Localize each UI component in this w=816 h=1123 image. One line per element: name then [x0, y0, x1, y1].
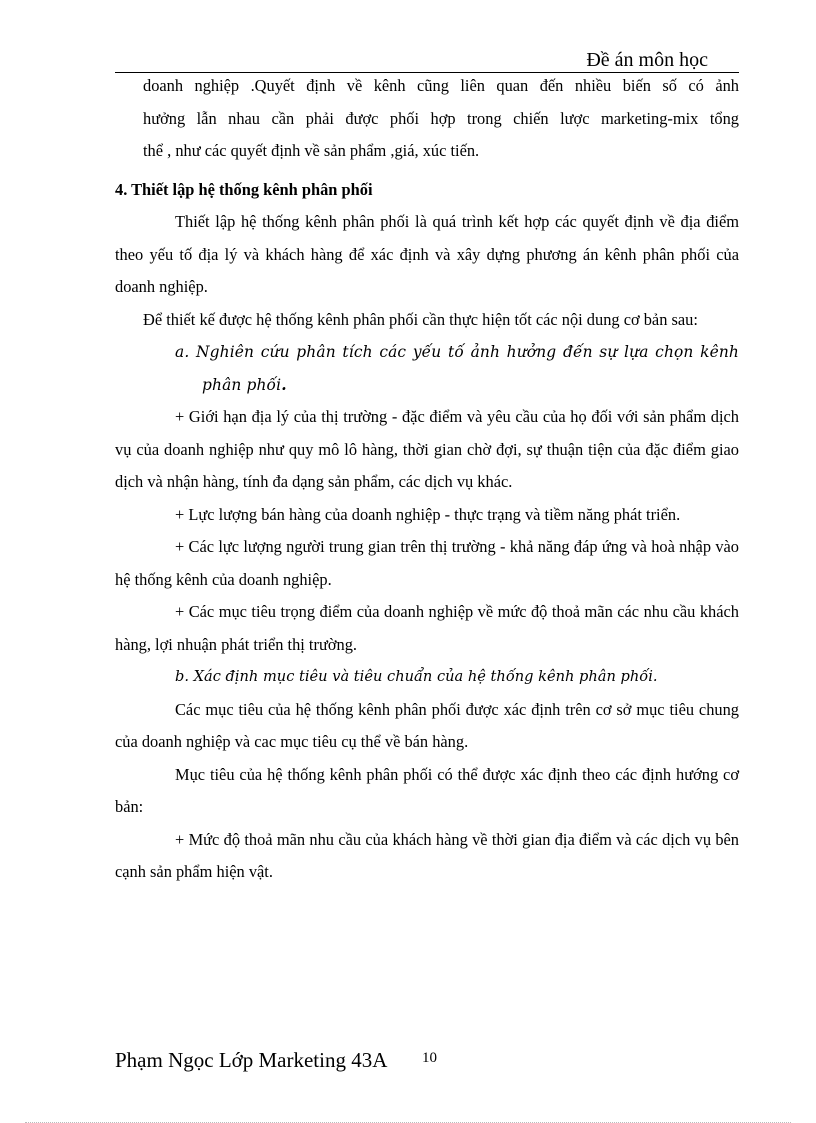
subsection-a-heading: a. Nghiên cứu phân tích các yếu tố ảnh hưởng đến sự lựa chọn kênh [175, 343, 739, 361]
body-paragraph: + Các mục tiêu trọng điểm của doanh nghiệp về mức độ thoả mãn các nhu cầu khách hàng, lợi nhuận phát triển thị trường. [115, 602, 739, 654]
body-paragraph: Mục tiêu của hệ thống kênh phân phối có thể được xác định theo các định hướng cơ bản: [115, 764, 739, 816]
paragraph-line: hưởng lẫn nhau cần phải được phối hợp trong chiến lược marketing-mix tổng [143, 108, 739, 128]
paragraph-line: thể , như các quyết định về sản phẩm ,giá, xúc tiến. [143, 141, 480, 160]
paragraph-line: doanh nghiệp .Quyết định về kênh cũng liên quan đến nhiều biến số có ảnh [143, 76, 739, 95]
document-header-title: Đề án môn học [586, 49, 708, 71]
body-paragraph: + Các lực lượng người trung gian trên thị trường - khả năng đáp ứng và hoà nhập vào hệ thống kênh của doanh nghiệp. [115, 537, 739, 589]
subsection-a-text: phân phối [202, 375, 282, 394]
subsection-a-heading-cont [115, 369, 739, 402]
body-paragraph: + Giới hạn địa lý của thị trường - đặc điểm và yêu cầu của họ đối với sản phẩm dịch vụ của doanh nghiệp như quy mô lô hàng, thời gian chờ đợi, sự thuận tiện của đặc điểm giao dịch và nhận hàng, tính đa dạng sản phẩm, các dịch vụ khác. [115, 407, 739, 491]
body-paragraph: + Lực lượng bán hàng của doanh nghiệp - thực trạng và tiềm năng phát triển. [175, 504, 681, 524]
section-heading: 4. Thiết lập hệ thống kênh phân phối [115, 179, 373, 199]
footer-author: Phạm Ngọc Lớp Marketing 43A [115, 1048, 388, 1072]
body-paragraph: Thiết lập hệ thống kênh phân phối là quá trình kết hợp các quyết định về địa điểm theo yếu tố địa lý và khách hàng để xác định và xây dựng phương án kênh phân phối của doanh nghiệp. [115, 212, 739, 296]
body-paragraph: + Mức độ thoả mãn nhu cầu của khách hàng về thời gian địa điểm và các dịch vụ bên cạnh sản phẩm hiện vật. [115, 829, 739, 881]
document-body [115, 70, 739, 889]
body-paragraph: Để thiết kế được hệ thống kênh phân phối cần thực hiện tốt các nội dung cơ bản sau: [143, 309, 698, 329]
page-number: 10 [422, 1050, 437, 1066]
subsection-a-dot: . [281, 375, 287, 394]
subsection-b-heading: b. Xác định mục tiêu và tiêu chuẩn của hệ thống kênh phân phối. [175, 668, 658, 685]
body-paragraph: Các mục tiêu của hệ thống kênh phân phối được xác định trên cơ sở mục tiêu chung của doanh nghiệp và cac mục tiêu cụ thể về bán hàng. [115, 699, 739, 751]
